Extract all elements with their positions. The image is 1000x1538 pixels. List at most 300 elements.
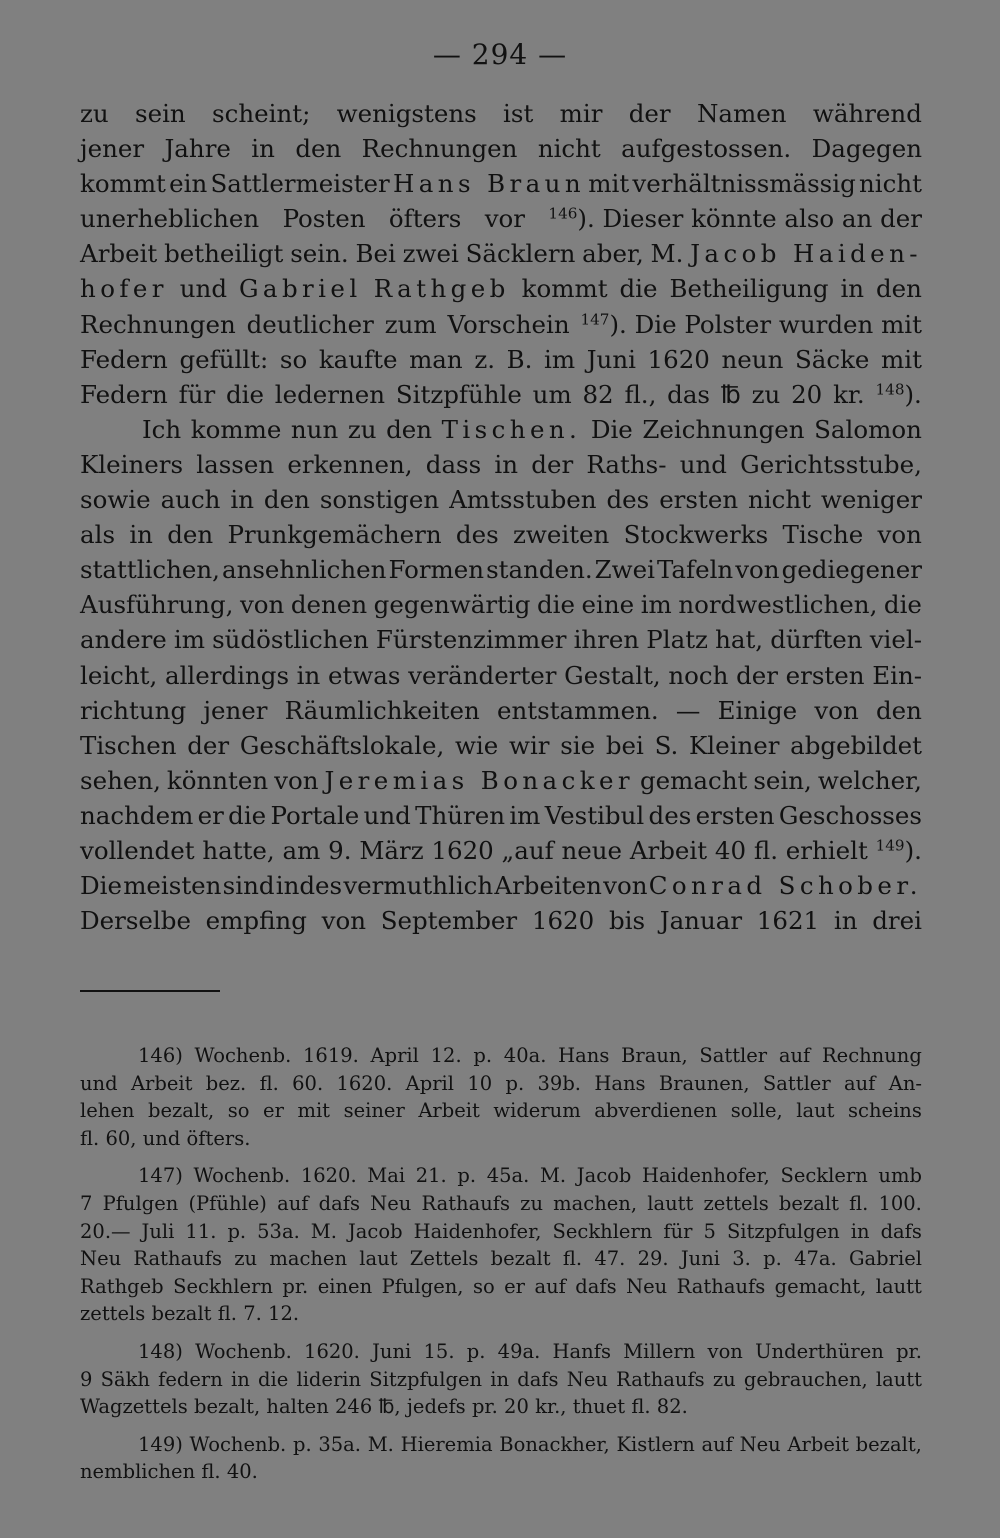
word: Juni (680, 1247, 721, 1271)
word: Posten (282, 204, 366, 234)
footnote-line (80, 1300, 922, 1328)
word: bei (605, 730, 644, 760)
word: ersten (659, 485, 739, 515)
word: Rechnungen (361, 134, 518, 164)
word: fl. (631, 1395, 651, 1419)
word: Sattlermeister (210, 169, 390, 199)
word: bezalt (778, 1191, 839, 1215)
word: p. (505, 1071, 525, 1095)
word: der (531, 449, 574, 479)
word: Tischen (80, 730, 177, 760)
word: und (142, 1126, 181, 1150)
word: Rathaufs (616, 1367, 705, 1391)
word: drei (872, 906, 922, 936)
word: 148) (138, 1339, 183, 1363)
word: Betheiligung (669, 274, 829, 304)
word: Arbeiten (494, 871, 602, 901)
word: einen (317, 1274, 373, 1298)
word: in (231, 1367, 250, 1391)
word: die (619, 274, 658, 304)
word: nordwestlichen, (678, 590, 878, 620)
word: pr. (896, 1339, 922, 1363)
word: in (129, 520, 153, 550)
word: aber, (582, 239, 644, 269)
word: p. (457, 1164, 477, 1188)
word: Prunkgemächern (227, 520, 442, 550)
word: Portale (270, 800, 360, 830)
word: 11. (185, 1219, 217, 1243)
word: 47. (594, 1247, 626, 1271)
word: sehen, (80, 765, 161, 795)
word: meisten (123, 871, 222, 901)
text-line (80, 412, 922, 447)
word: Wochenb. (193, 1164, 291, 1188)
word: Neu (739, 1432, 781, 1456)
word: Sitzpfühle (395, 379, 522, 409)
word: Seckhlern (552, 1219, 653, 1243)
word: von (321, 906, 366, 936)
word: 29. (637, 1247, 669, 1271)
word: ledernen (274, 379, 386, 409)
text-line (80, 587, 922, 622)
word: 40a. (503, 1044, 547, 1067)
word: des (648, 800, 692, 830)
word: abverdienen (594, 1099, 718, 1123)
word: viel- (869, 625, 922, 655)
word: lautt (647, 1191, 694, 1215)
word: Ausführung, (80, 590, 234, 620)
footnotes (80, 1042, 922, 1486)
word: am (282, 835, 321, 865)
word: — (675, 695, 701, 725)
word: für (178, 379, 216, 409)
word: vermuthlich (343, 871, 494, 901)
word: 60. (292, 1071, 324, 1095)
word: Gabriel (848, 1247, 922, 1271)
word: Federn (80, 344, 168, 374)
word: Federn (80, 379, 168, 409)
word: ansehnlichen (221, 555, 387, 585)
word: dafs (517, 1367, 559, 1391)
word: mit (881, 344, 922, 374)
word: als (80, 520, 116, 550)
word: Kleiner (688, 730, 780, 760)
word: gegenwärtig (373, 590, 531, 620)
word: 10 (467, 1071, 493, 1095)
word: Pfulgen, (381, 1274, 464, 1298)
word: September (380, 906, 518, 936)
word: zu (520, 1191, 544, 1215)
word: auf (844, 1071, 876, 1095)
word: abgebildet (790, 730, 922, 760)
word: in (251, 134, 275, 164)
word: Sitzpfulgen (369, 1367, 483, 1391)
word: ℔ (720, 379, 741, 409)
word: nicht (748, 485, 811, 515)
word: Neu (566, 1367, 608, 1391)
text-line (80, 482, 922, 517)
word: 100. (878, 1191, 922, 1215)
word: wie (454, 730, 499, 760)
word: des (606, 485, 650, 515)
word: zettels (703, 1191, 769, 1215)
word: umb (878, 1164, 922, 1188)
word: laut (796, 1099, 835, 1123)
word: der (628, 99, 671, 128)
word: jedefs (406, 1395, 466, 1419)
word: fl. (80, 1126, 100, 1150)
word: den (295, 134, 342, 164)
word: Neu (80, 1247, 122, 1271)
word: Jacob (347, 1219, 403, 1243)
word: Säkh (100, 1367, 150, 1391)
word: betheiligt (164, 239, 284, 269)
word: lassen (196, 449, 275, 479)
word: Hieremia (400, 1432, 493, 1456)
word: Gestalt, (564, 660, 661, 690)
text-line (80, 166, 922, 201)
word: zu (712, 1367, 736, 1391)
word: 7 (80, 1191, 93, 1215)
word: Haidenhofer, (413, 1219, 542, 1243)
word: scheint; (212, 99, 311, 128)
word: vollendet (80, 835, 195, 865)
footnote-line (80, 1042, 922, 1070)
word: neue (561, 835, 623, 865)
word: von (735, 555, 780, 585)
word: zettels (80, 1302, 146, 1326)
word: Ich (142, 414, 182, 444)
footnote-line (80, 1273, 922, 1301)
word: Die (590, 414, 633, 444)
word: p. (466, 1339, 486, 1363)
word: 60, (105, 1126, 137, 1150)
word: zwei (402, 239, 459, 269)
word: Sattler (699, 1044, 768, 1067)
text-line (80, 728, 922, 763)
word: in (296, 660, 321, 690)
word: Räumlichkeiten (284, 695, 480, 725)
word: Formen (388, 555, 485, 585)
word: Pfulgen (102, 1191, 179, 1215)
word: Einige (717, 695, 798, 725)
word: Gerichtsstube, (740, 449, 922, 479)
word: lautt (875, 1274, 922, 1298)
word: 82. (656, 1395, 688, 1419)
word: dürften (770, 625, 863, 655)
word: ersten (785, 660, 865, 690)
footnote-gap (80, 1328, 922, 1338)
word: deutlicher (246, 309, 374, 339)
word: An- (888, 1071, 922, 1095)
word: auch (160, 485, 221, 515)
word: pr. (471, 1395, 498, 1419)
word: lehen (80, 1099, 135, 1123)
word: p. (763, 1247, 782, 1271)
word: 146) (138, 1044, 183, 1067)
word: Millern (623, 1339, 696, 1363)
word: die (225, 379, 264, 409)
word: noch (668, 660, 729, 690)
word: auf (701, 1432, 733, 1456)
text-line (80, 131, 922, 166)
word: allerdings (164, 660, 290, 690)
word: veränderter (408, 660, 557, 690)
word: fl. (217, 1302, 237, 1326)
word: 45a. (486, 1164, 530, 1188)
footnote-gap (80, 1421, 922, 1431)
text-line (80, 271, 922, 306)
word: bezalt, (855, 1432, 922, 1456)
word: Platz (646, 625, 708, 655)
word: 246 (335, 1395, 373, 1419)
word: öfters (388, 204, 462, 234)
text-line (80, 96, 922, 131)
word: fl. (849, 1191, 869, 1215)
word: Rathaufs (676, 1274, 766, 1298)
word: öfters. (186, 1126, 251, 1150)
word: Zeichnungen (642, 414, 805, 444)
word: aufgestossen. (621, 134, 792, 164)
word: 12. (430, 1044, 462, 1067)
word: B. (506, 344, 533, 374)
word: M. (650, 239, 684, 269)
word: gemacht, (774, 1274, 867, 1298)
word: Arbeit (130, 1071, 193, 1095)
word: dafs (575, 1274, 617, 1298)
word: p. (292, 1432, 312, 1456)
word: p. (227, 1219, 247, 1243)
word: Neu (370, 1191, 412, 1215)
word: 1620 (647, 344, 710, 374)
word: er (197, 800, 224, 830)
word: neun (721, 344, 784, 374)
text-line (80, 658, 922, 693)
word: gefüllt: (179, 344, 269, 374)
word: Ein- (872, 660, 922, 690)
word: Die (80, 871, 122, 901)
text-line (80, 447, 922, 482)
footnote-separator (80, 990, 220, 992)
word: man (409, 344, 463, 374)
word: Hanfs (552, 1339, 611, 1363)
word: zu (751, 379, 781, 409)
word: er (504, 1274, 525, 1298)
word: Jacob (576, 1164, 632, 1188)
word: Säcke (794, 344, 870, 374)
page-number: — 294 — (432, 38, 568, 71)
word: Wagzettels (80, 1395, 188, 1419)
word: Arbeit (80, 239, 158, 269)
word: Arbeit (629, 835, 708, 865)
text-line (80, 798, 922, 833)
word: mit (297, 1099, 331, 1123)
word: 12. (268, 1302, 300, 1326)
word: 40. (226, 1460, 258, 1484)
word: 7. (243, 1302, 262, 1326)
word: Derselbe (80, 906, 191, 936)
word: ersten (695, 800, 775, 830)
word: lautt (875, 1367, 922, 1391)
word: jener (80, 134, 145, 164)
word: sie (560, 730, 596, 760)
word: etwas (327, 660, 401, 690)
word: die (536, 590, 576, 620)
word: sonstigen (319, 485, 440, 515)
word: M. (539, 1164, 567, 1188)
word: in (833, 906, 858, 936)
word: Wochenb. (189, 1432, 287, 1456)
word: Stockwerks (623, 520, 769, 550)
word: Bonackher, (499, 1432, 610, 1456)
word: so (279, 344, 308, 374)
text-line (80, 903, 922, 938)
word: die (883, 590, 922, 620)
word: den (875, 695, 922, 725)
word: Neu (626, 1274, 668, 1298)
footnote-line (80, 1431, 922, 1459)
word: nachdem (80, 800, 194, 830)
word: 149) (138, 1432, 183, 1456)
word: dass (425, 449, 482, 479)
word: er (263, 1099, 284, 1123)
word: nemblichen (80, 1460, 196, 1484)
word: die (258, 1367, 289, 1391)
word: Juli (141, 1219, 175, 1243)
word: von (239, 590, 285, 620)
word: 21. (415, 1164, 447, 1188)
word: 20 (791, 379, 823, 409)
footnote-line (80, 1125, 922, 1153)
text-line (80, 342, 922, 377)
word: dafs (880, 1219, 922, 1243)
word: Rathgeb (80, 1274, 164, 1298)
word: den (263, 485, 310, 515)
word: südöstlichen (212, 625, 369, 655)
word: des (455, 520, 499, 550)
word: Geschosses (778, 800, 922, 830)
word: gediegener (781, 555, 922, 585)
footnote-ref: $^{148}$). (875, 379, 922, 409)
word: 40 (714, 835, 747, 865)
word: Tafeln (656, 555, 734, 585)
word: 1620. (300, 1164, 357, 1188)
word: 82 (582, 379, 614, 409)
word: seiner (343, 1099, 405, 1123)
word: Juni (586, 344, 636, 374)
word: zu (234, 1247, 258, 1271)
word: stattlichen, (80, 555, 220, 585)
word: Tische (782, 520, 864, 550)
word: Bei (355, 239, 396, 269)
word: Vorschein (447, 309, 570, 339)
word: Arbeit (787, 1432, 849, 1456)
word: Rathaufs (421, 1191, 511, 1215)
word: von (814, 695, 859, 725)
word: Juni (372, 1339, 412, 1363)
word: Salomon (814, 414, 922, 444)
word: kaufte (318, 344, 398, 374)
word: Rathaufs (133, 1247, 222, 1271)
footnote-line (80, 1366, 922, 1394)
word: Vestibul (544, 800, 645, 830)
word: bis (608, 906, 646, 936)
word: 49a. (497, 1339, 541, 1363)
word: 47a. (794, 1247, 837, 1271)
word: Säcklern (465, 239, 576, 269)
word: um (532, 379, 572, 409)
word: sein. (290, 239, 349, 269)
word: Rechnung (821, 1044, 922, 1067)
text-line (80, 201, 922, 236)
word: von (877, 520, 922, 550)
word: im (640, 590, 672, 620)
word: in (490, 1367, 510, 1391)
word: Mai (367, 1164, 406, 1188)
word: zum (384, 309, 437, 339)
word: März (359, 835, 424, 865)
footnote-line (80, 1218, 922, 1246)
word: Haidenhofer, (641, 1164, 770, 1188)
text-line (80, 517, 922, 552)
text-line (80, 622, 922, 657)
word: eine (581, 590, 635, 620)
word: erhielt (785, 835, 868, 865)
word: laut (359, 1247, 398, 1271)
word: Arbeit (418, 1099, 480, 1123)
word: Hans (558, 1044, 610, 1067)
footnote-ref: $^{146}$). Dieser könnte also an der (548, 204, 922, 234)
word: bezalt (151, 1302, 212, 1326)
word: im (544, 344, 576, 374)
word: mit (588, 169, 630, 199)
footnote-line (80, 1190, 922, 1218)
word: entstammen. (497, 695, 659, 725)
word: sein, (753, 765, 812, 795)
word: scheins (848, 1099, 922, 1123)
word: nicht (537, 134, 601, 164)
footnote-line (80, 1070, 922, 1098)
word: von (707, 1339, 743, 1363)
word: Fürstenzimmer (375, 625, 567, 655)
word: bezalt (490, 1247, 551, 1271)
spaced-name: Conrad Schober. (648, 871, 922, 901)
word: Amtsstuben (449, 485, 597, 515)
word: S. (654, 730, 679, 760)
word: machen, (553, 1191, 638, 1215)
word: Wochenb. (195, 1339, 292, 1363)
word: gemacht (639, 765, 748, 795)
text-line (80, 236, 922, 271)
main-text (80, 96, 922, 938)
word: 39b. (537, 1071, 582, 1095)
spaced-name: Gabriel Rathgeb (238, 274, 510, 304)
word: „auf (501, 835, 554, 865)
word: wir (508, 730, 550, 760)
text-line (80, 552, 922, 587)
word: richtung (80, 695, 187, 725)
word: kr., (535, 1395, 567, 1419)
word: auf (534, 1274, 566, 1298)
word: halten (266, 1395, 329, 1419)
word: Raths- (586, 449, 667, 479)
spaced-name: Jeremias Bonacker (324, 765, 634, 795)
word: p. (473, 1044, 493, 1067)
text-line (80, 377, 922, 412)
word: kommt (80, 169, 166, 199)
word: Jahre (164, 134, 231, 164)
word: Kistlern (616, 1432, 695, 1456)
